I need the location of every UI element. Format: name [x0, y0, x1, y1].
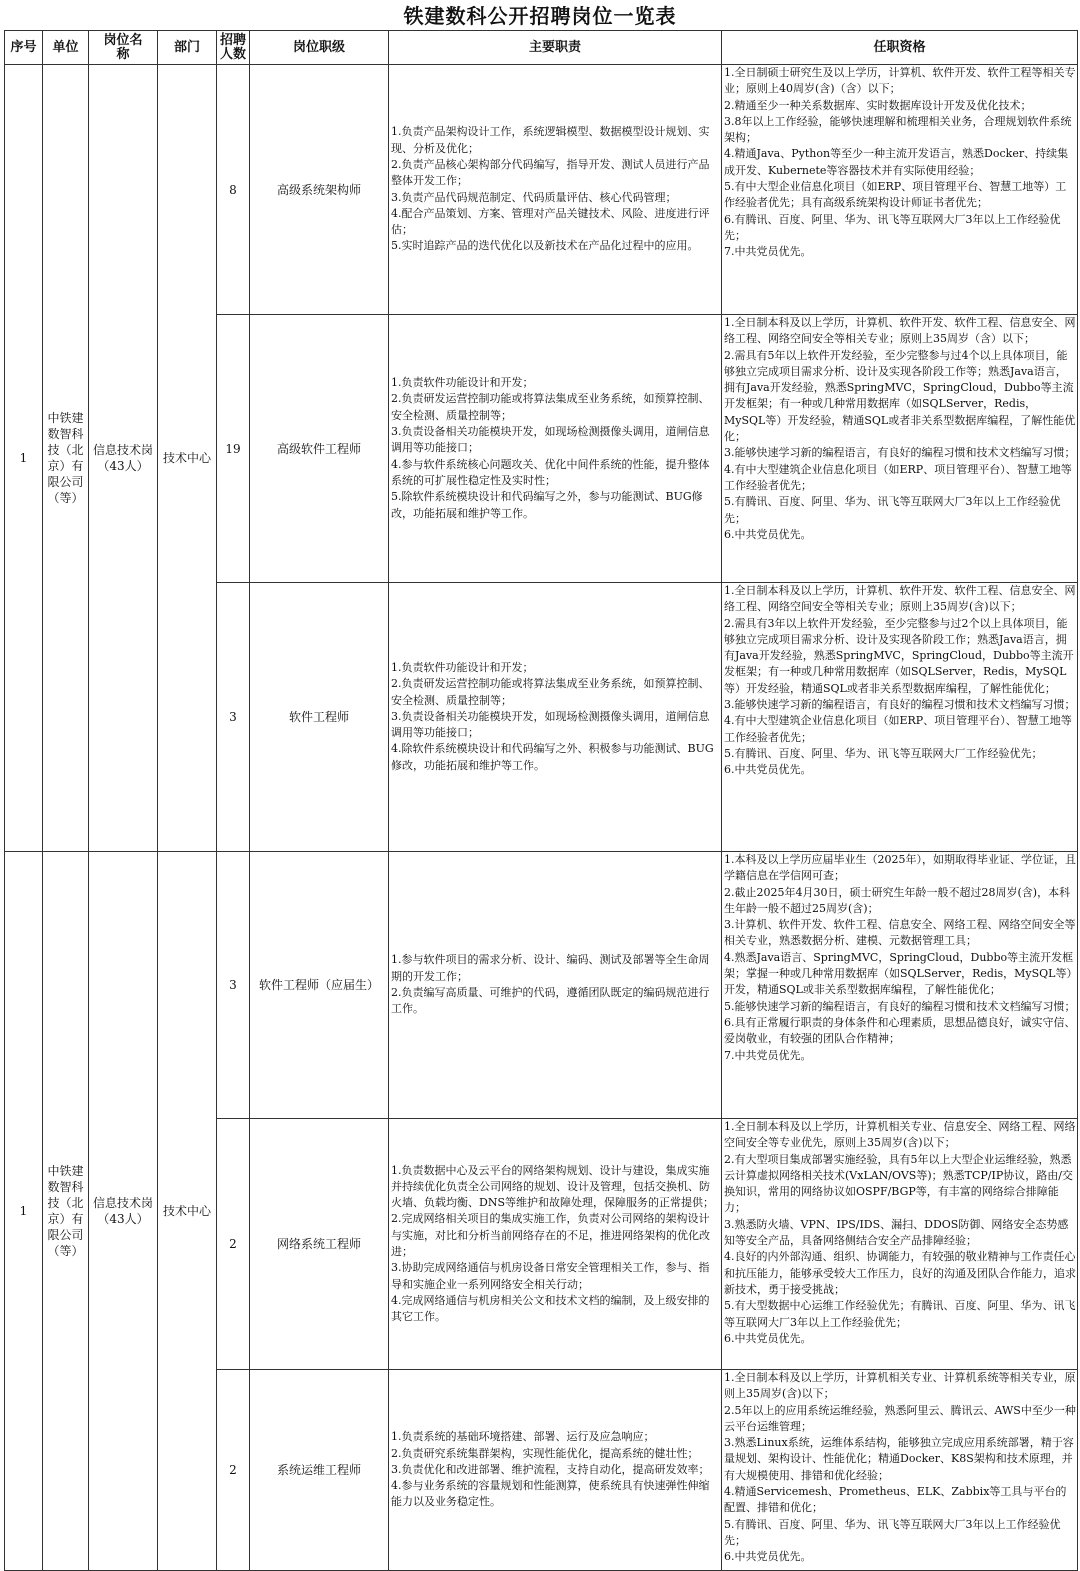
count-cell: 8 [217, 65, 250, 315]
quals-cell [722, 852, 1078, 1119]
list-item: 2.精通至少一种关系数据库、实时数据库设计开发及优化技术； [724, 98, 1032, 112]
list-item: 3.负责设备相关功能模块开发，如现场检测摄像头调用，道闸信息调用等功能接口； [391, 709, 710, 740]
quals-cell [722, 1119, 1078, 1370]
list-item: 4.除软件系统模块设计和代码编写之外、积极参与功能测试、BUG修改，功能拓展和维护等工作。 [391, 742, 714, 772]
level-cell: 软件工程师（应届生） [250, 852, 389, 1119]
dept-cell: 技术中心 [158, 852, 217, 1571]
list-item: 5.有腾讯、百度、阿里、华为、讯飞等互联网大厂3年以上工作经验优先； [724, 495, 1061, 525]
list-item: 4.有中大型建筑企业信息化项目（如ERP、项目管理平台）、智慧工地等工作经验者优先； [724, 462, 1072, 492]
list-item: 4.参与业务系统的容量规划和性能测算，使系统具有快速弹性伸缩能力以及业务稳定性。 [391, 1479, 710, 1509]
level-cell: 软件工程师 [250, 583, 389, 852]
list-item: 2.负责产品核心架构部分代码编写，指导开发、测试人员进行产品整体开发工作； [391, 157, 710, 188]
list-item: 6.具有正常履行职责的身体条件和心理素质，思想品德良好，诚实守信、爱岗敬业，有较强的团队合作精神； [724, 1015, 1076, 1046]
list-item: 3.负责产品代码规范制定、代码质量评估、核心代码管理； [391, 190, 677, 204]
unit-cell: 中铁建数智科技（北京）有限公司（等） [43, 852, 89, 1571]
list-item: 7.中共党员优先。 [724, 1048, 812, 1062]
count-cell: 3 [217, 852, 250, 1119]
list-item: 1.负责系统的基础环境搭建、部署、运行及应急响应； [391, 1430, 655, 1444]
post-cell: 信息技术岗（43人） [89, 852, 158, 1571]
list-item: 1.全日制硕士研究生及以上学历，计算机、软件开发、软件工程等相关专业；原则上40周岁(含)（含）以下； [724, 66, 1076, 96]
quals-cell [722, 1370, 1078, 1571]
quals-cell [722, 65, 1078, 315]
duties-cell [389, 315, 722, 583]
list-item: 5.有大型数据中心运维工作经验优先；有腾讯、百度、阿里、华为、讯飞等互联网大厂3年以上工作经验优先； [724, 1299, 1076, 1329]
table-row [5, 852, 1078, 1119]
list-item: 3.能够快速学习新的编程语言，有良好的编程习惯和技术文档编写习惯； [724, 698, 1076, 712]
list-item: 3.8年以上工作经验，能够快速理解和梳理相关业务，合理规划软件系统架构； [724, 114, 1072, 145]
level-cell: 网络系统工程师 [250, 1119, 389, 1370]
header-unit: 单位 [43, 31, 89, 65]
list-item: 2.负责研发运营控制功能或将算法集成至业务系统，如预算控制、安全检测、质量控制等； [391, 392, 710, 422]
count-cell: 19 [217, 315, 250, 583]
count-cell: 2 [217, 1119, 250, 1370]
list-item: 4.熟悉Java语言、SpringMVC，SpringCloud，Dubbo等主流开发框架；掌握一种或几种常用数据库（如SQLServer，Redis，MySQL等）开发，精通SQL或非关系型数据库编程，了解性能优化； [724, 950, 1074, 997]
list-item: 4.精通Servicemesh、Prometheus、ELK、Zabbix等工具与平台的配置、排错和优化； [724, 1485, 1067, 1515]
post-cell: 信息技术岗（43人） [89, 65, 158, 852]
list-item: 3.协助完成网络通信与机房设备日常安全管理相关工作，参与、指导和实施企业一系列网络安全相关行动； [391, 1261, 710, 1291]
list-item: 5.有中大型企业信息化项目（如ERP、项目管理平台、智慧工地等）工作经验者优先；具有高级系统架构设计师证书者优先； [724, 180, 1067, 210]
duties-cell [389, 1119, 722, 1370]
list-item: 2.截止2025年4月30日，硕士研究生年龄一般不超过28周岁(含)，本科生年龄一般不超过25周岁(含)； [724, 885, 1071, 915]
list-item: 3.负责设备相关功能模块开发，如现场检测摄像头调用，道闸信息调用等功能接口； [391, 425, 710, 455]
count-cell: 3 [217, 583, 250, 852]
list-item: 1.负责产品架构设计工作，系统逻辑模型、数据模型设计规划、实现、分析及优化； [391, 125, 710, 155]
list-item: 7.中共党员优先。 [724, 245, 812, 259]
header-duties: 主要职责 [389, 31, 722, 65]
header-count: 招聘人数 [217, 31, 250, 65]
list-item: 2.5年以上的应用系统运维经验，熟悉阿里云、腾讯云、AWS中至少一种云平台运维管理； [724, 1403, 1076, 1433]
header-row [5, 31, 1078, 65]
list-item: 6.有腾讯、百度、阿里、华为、讯飞等互联网大厂3年以上工作经验优先； [724, 212, 1061, 242]
seq-cell: 1 [5, 65, 43, 852]
list-item: 1.全日制本科及以上学历，计算机、软件开发、软件工程、信息安全、网络工程、网络空间安全等相关专业；原则上35周岁(含)以下； [724, 584, 1076, 614]
header-level: 岗位职级 [250, 31, 389, 65]
duties-cell [389, 1370, 722, 1571]
list-item: 2.负责编写高质量、可维护的代码，遵循团队既定的编码规范进行工作。 [391, 986, 710, 1016]
header-post: 岗位名称 [89, 31, 158, 65]
list-item: 4.有中大型建筑企业信息化项目（如ERP、项目管理平台）、智慧工地等工作经验者优先； [724, 714, 1072, 744]
list-item: 2.需具有5年以上软件开发经验，至少完整参与过4个以上具体项目，能够独立完成项目需求分析、设计及实现各阶段工作等；熟悉Java语言，拥有Java开发经验，熟悉SpringMVC，SpringCloud，Dubbo等主流开发框架；有一种或几种常用数据库（如SQLServer，Redis，MySQL等）开发经验，精通SQL或者非关系型数据库编程，了解性能优化； [724, 348, 1076, 444]
level-cell: 高级软件工程师 [250, 315, 389, 583]
header-quals: 任职资格 [722, 31, 1078, 65]
list-item: 2.有大型项目集成部署实施经验，具有5年以上大型企业运维经验，熟悉云计算虚拟网络相关技术(VxLAN/OVS等)；熟悉TCP/IP协议，路由/交换知识，常用的网络协议如OSPF/BGP等，有丰富的网络综合排障能力； [724, 1152, 1073, 1215]
level-cell: 高级系统架构师 [250, 65, 389, 315]
list-item: 3.熟悉Linux系统，运维体系结构，能够独立完成应用系统部署，精于容量规划、架构设计、性能优化；精通Docker、K8S架构和技术原理，并有大规模使用、排错和优化经验； [724, 1436, 1074, 1482]
count-cell: 2 [217, 1370, 250, 1571]
list-item: 4.完成网络通信与机房相关公文和技术文档的编制，及上级安排的其它工作。 [391, 1293, 710, 1324]
list-item: 2.负责研究系统集群架构，实现性能优化，提高系统的健壮性； [391, 1446, 699, 1460]
list-item: 1.负责软件功能设计和开发； [391, 376, 534, 390]
list-item: 4.配合产品策划、方案、管理对产品关键技术、风险、进度进行评估； [391, 206, 710, 237]
list-item: 4.参与软件系统核心问题攻关、优化中间件系统的性能，提升整体系统的可扩展性稳定性及实时性； [391, 457, 710, 487]
duties-cell [389, 583, 722, 852]
list-item: 6.中共党员优先。 [724, 763, 812, 777]
list-item: 2.需具有3年以上软件开发经验，至少完整参与过2个以上具体项目，能够独立完成项目需求分析、设计及实现各阶段工作；熟悉Java语言，拥有Java开发经验，熟悉SpringMVC，SpringCloud，Dubbo等主流开发框架；有一种或几种常用数据库（如SQLServer，Redis，MySQL等）开发经验，精通SQL或者非关系型数据库编程，了解性能优化； [724, 616, 1074, 695]
duties-cell [389, 852, 722, 1119]
list-item: 5.除软件系统模块设计和代码编写之外，参与功能测试、BUG修改，功能拓展和维护等工作。 [391, 490, 703, 520]
list-item: 6.中共党员优先。 [724, 1550, 812, 1564]
header-dept: 部门 [158, 31, 217, 65]
list-item: 1.负责软件功能设计和开发； [391, 660, 534, 674]
list-item: 1.全日制本科及以上学历，计算机、软件开发、软件工程、信息安全、网络工程、网络空间安全等相关专业；原则上35周岁（含）以下； [724, 316, 1076, 346]
seq-cell: 1 [5, 852, 43, 1571]
quals-cell [722, 315, 1078, 583]
list-item: 2.负责研发运营控制功能或将算法集成至业务系统，如预算控制、安全检测、质量控制等； [391, 677, 710, 707]
list-item: 4.良好的内外部沟通、组织、协调能力，有较强的敬业精神与工作责任心和抗压能力，能够承受较大工作压力，良好的沟通及团队合作能力，追求新技术，勇于接受挑战； [724, 1250, 1076, 1296]
list-item: 1.全日制本科及以上学历，计算机相关专业、计算机系统等相关专业，原则上35周岁(含)以下； [724, 1371, 1076, 1401]
list-item: 1.负责数据中心及云平台的网络架构规划、设计与建设，集成实施并持续优化负责全公司网络的规划、设计及管理，包括交换机、防火墙、负载均衡、DNS等维护和故障处理，保障服务的正常提供； [391, 1163, 714, 1210]
list-item: 2.完成网络相关项目的集成实施工作，负责对公司网络的架构设计与实施，对比和分析当前网络存在的不足，推进网络架构的优化改进； [391, 1212, 710, 1258]
dept-cell: 技术中心 [158, 65, 217, 852]
quals-cell [722, 583, 1078, 852]
recruitment-table [4, 30, 1078, 1571]
list-item: 5.有腾讯、百度、阿里、华为、讯飞等互联网大厂3年以上工作经验优先； [724, 1517, 1061, 1547]
header-seq: 序号 [5, 31, 43, 65]
table-row [5, 65, 1078, 315]
list-item: 6.中共党员优先。 [724, 527, 812, 541]
list-item: 3.计算机、软件开发、软件工程、信息安全、网络工程、网络空间安全等相关专业，熟悉数据分析、建模、元数据管理工具； [724, 918, 1076, 948]
page-title: 铁建数科公开招聘岗位一览表 [403, 4, 677, 28]
list-item: 1.本科及以上学历应届毕业生（2025年），如期取得毕业证、学位证，且学籍信息在学信网可查； [724, 853, 1076, 883]
level-cell: 系统运维工程师 [250, 1370, 389, 1571]
unit-cell: 中铁建数智科技（北京）有限公司（等） [43, 65, 89, 852]
list-item: 3.熟悉防火墙、VPN、IPS/IDS、漏扫、DDOS防御、网络安全态势感知等安全产品，具备网络侧结合安全产品排障经验； [724, 1217, 1069, 1248]
list-item: 5.有腾讯、百度、阿里、华为、讯飞等互联网大厂工作经验优先； [724, 746, 1043, 760]
list-item: 3.能够快速学习新的编程语言，有良好的编程习惯和技术文档编写习惯； [724, 446, 1076, 460]
list-item: 5.实时追踪产品的迭代优化以及新技术在产品化过程中的应用。 [391, 239, 699, 253]
list-item: 1.参与软件项目的需求分析、设计、编码、测试及部署等全生命周期的开发工作； [391, 953, 710, 983]
list-item: 5.能够快速学习新的编程语言，有良好的编程习惯和技术文档编写习惯； [724, 999, 1076, 1013]
list-item: 6.中共党员优先。 [724, 1331, 812, 1345]
list-item: 4.精通Java、Python等至少一种主流开发语言，熟悉Docker、持续集成开发、Kubernete等容器技术并有实际使用经验； [724, 147, 1069, 177]
duties-cell [389, 65, 722, 315]
list-item: 1.全日制本科及以上学历，计算机相关专业、信息安全、网络工程、网络空间安全等专业优先，原则上35周岁(含)以下； [724, 1120, 1076, 1150]
list-item: 3.负责优化和改进部署、维护流程，支持自动化，提高研发效率； [391, 1462, 710, 1476]
